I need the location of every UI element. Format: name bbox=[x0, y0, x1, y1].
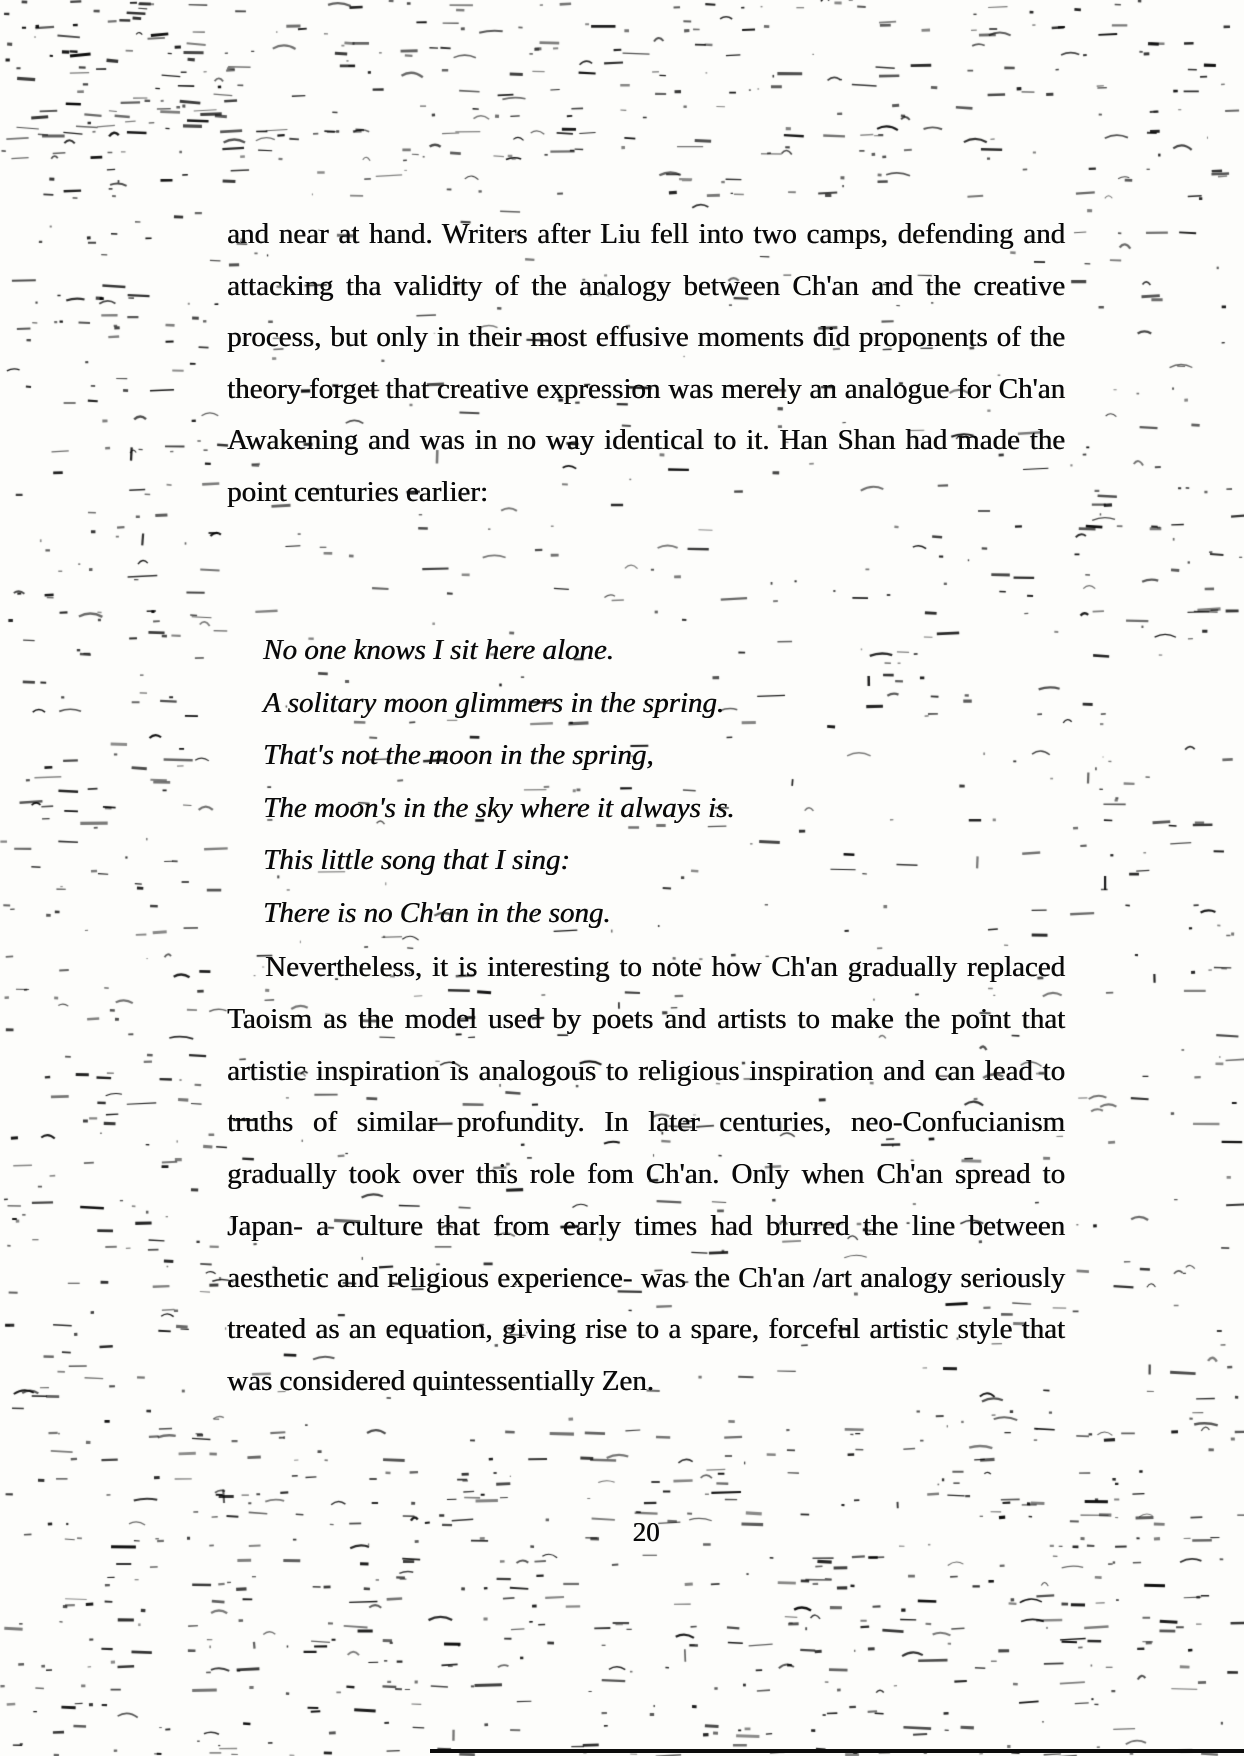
poem-line: The moon's in the sky where it always is. bbox=[263, 791, 735, 824]
text-line: treated as an equation, giving rise to a spare, forceful artistic style that bbox=[227, 1313, 1065, 1346]
text-line: point centuries earlier: bbox=[227, 475, 488, 508]
poem-line: A solitary moon glimmers in the spring. bbox=[263, 686, 725, 719]
text-line: artistic inspiration is analogous to religious inspiration and can lead to bbox=[227, 1054, 1065, 1087]
text-line: process, but only in their most effusive moments did proponents of the bbox=[227, 321, 1065, 354]
text-line: Taoism as the model used by poets and artists to make the point that bbox=[227, 1002, 1065, 1035]
text-line: was considered quintessentially Zen. bbox=[227, 1365, 654, 1397]
page-number: 20 bbox=[632, 1517, 660, 1547]
scan-edge-artifact bbox=[430, 1749, 1244, 1753]
poem-line: That's not the moon in the spring, bbox=[263, 739, 654, 772]
text-line: theory forget that creative expression was merely an analogue for Ch'an bbox=[227, 372, 1065, 405]
poem-line: There is no Ch'an in the song. bbox=[263, 896, 611, 929]
paragraph-main bbox=[227, 942, 1065, 1408]
text-line: truths of similar profundity. In later centuries, neo-Confucianism bbox=[227, 1106, 1065, 1139]
poem-line: No one knows I sit here alone. bbox=[263, 634, 614, 666]
poem-line: This little song that I sing: bbox=[263, 844, 570, 877]
text-line: Awakening and was in no way identical to it. Han Shan had made the bbox=[227, 424, 1065, 457]
text-line: aesthetic and religious experience- was the Ch'an /art analogy seriously bbox=[227, 1261, 1065, 1294]
paragraph-intro bbox=[227, 209, 1065, 519]
text-line: attacking tha validity of the analogy between Ch'an and the creative bbox=[227, 269, 1065, 302]
poem-block bbox=[263, 624, 963, 940]
text-line: Japan- a culture that from early times had blurred the line between bbox=[227, 1209, 1065, 1242]
text-line: Nevertheless, it is interesting to note how Ch'an gradually replaced bbox=[265, 951, 1065, 983]
text-line: and near at hand. Writers after Liu fell into two camps, defending and bbox=[227, 218, 1065, 250]
text-line: gradually took over this role fom Ch'an. Only when Ch'an spread to bbox=[227, 1158, 1065, 1190]
